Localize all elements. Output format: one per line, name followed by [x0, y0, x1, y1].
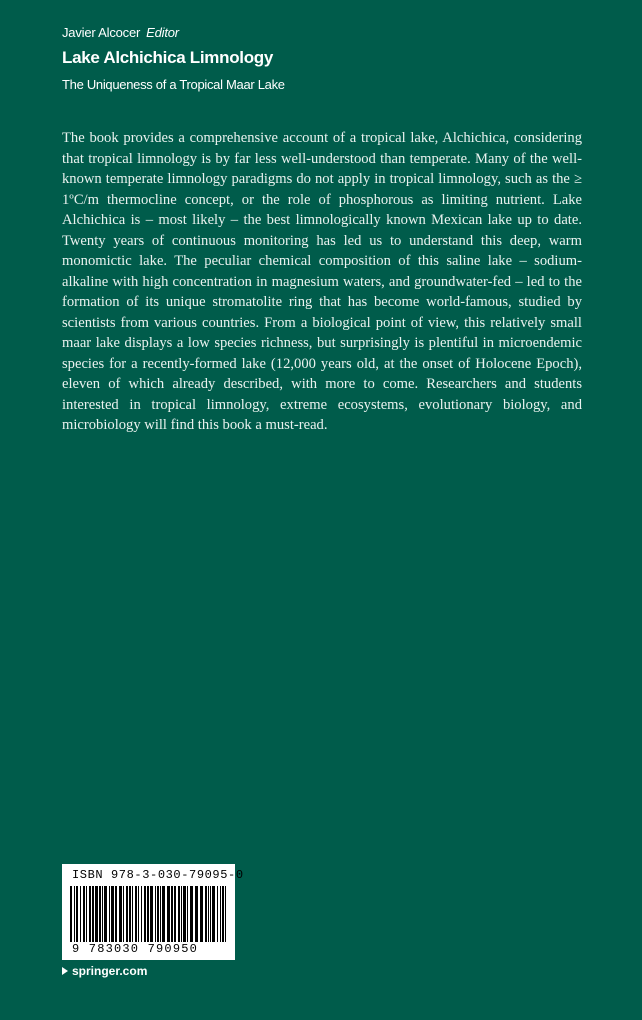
publisher-link[interactable]: [62, 964, 147, 978]
barcode-bar: [144, 886, 146, 942]
editor-role: Editor: [146, 25, 179, 40]
barcode-bar: [162, 886, 165, 942]
barcode-digits: 9 783030 790950: [72, 942, 199, 956]
barcode-bar: [126, 886, 128, 942]
barcode-bar: [220, 886, 221, 942]
barcode-bar: [95, 886, 98, 942]
barcode-bar: [83, 886, 85, 942]
barcode-bar: [147, 886, 149, 942]
book-subtitle: The Uniqueness of a Tropical Maar Lake: [62, 77, 285, 92]
barcode-bar: [171, 886, 173, 942]
book-title: Lake Alchichica Limnology: [62, 48, 274, 67]
barcode-bar: [200, 886, 203, 942]
barcode-bar: [178, 886, 180, 942]
barcode-bar: [74, 886, 75, 942]
barcode-bar: [160, 886, 161, 942]
barcode-bar: [150, 886, 153, 942]
barcode-bar: [80, 886, 81, 942]
barcode-bar: [225, 886, 226, 942]
barcode-bar: [70, 886, 72, 942]
barcode-bar: [132, 886, 133, 942]
editor-name: Javier Alcocer: [62, 25, 141, 40]
arrow-icon: [62, 967, 68, 975]
barcode-bar: [181, 886, 182, 942]
barcode-bar: [183, 886, 186, 942]
barcode-bar: [135, 886, 137, 942]
barcode-bar: [92, 886, 94, 942]
barcode-bar: [190, 886, 193, 942]
barcode-bar: [129, 886, 131, 942]
barcode-bar: [210, 886, 211, 942]
barcode-bar: [115, 886, 117, 942]
isbn-barcode: [62, 864, 244, 960]
barcode-bar: [76, 886, 78, 942]
publisher-url[interactable]: springer.com: [72, 964, 148, 978]
barcode-bar: [157, 886, 159, 942]
barcode-bar: [167, 886, 170, 942]
barcode-bar: [208, 886, 209, 942]
barcode-bar: [99, 886, 101, 942]
barcode-bar: [102, 886, 103, 942]
barcode-bar: [205, 886, 207, 942]
editor-line: [62, 25, 179, 40]
barcode-bar: [104, 886, 107, 942]
barcode-bar: [86, 886, 87, 942]
barcode-bar: [217, 886, 218, 942]
barcode-bar: [138, 886, 139, 942]
barcode-bar: [141, 886, 142, 942]
barcode-bar: [89, 886, 91, 942]
barcode-bar: [111, 886, 114, 942]
barcode-bar: [212, 886, 215, 942]
barcode-bar: [119, 886, 122, 942]
barcode-bar: [222, 886, 224, 942]
barcode-bar: [123, 886, 124, 942]
isbn-label: ISBN 978-3-030-79095-0: [72, 868, 244, 882]
barcode-bar: [187, 886, 188, 942]
barcode-bar: [109, 886, 110, 942]
barcode-bar: [155, 886, 156, 942]
barcode-bar: [174, 886, 176, 942]
book-description: The book provides a comprehensive account of a tropical lake, Alchichica, considering that tropical limnology is by far less well-understood than temperate. Many of the well-known temperate limnology paradigms do not apply in tropical limnology, such as the ≥ 1ºC/m thermocline concept, or the role of phosphorous as limiting nutrient. Lake Alchichica is – most likely – the best limnologically known Mexican lake up to date. Twenty years of continuous monitoring has led us to understand this deep, warm monomictic lake. The peculiar chemical composition of this saline lake – sodium-alkaline with high concentration in magnesium waters, and groundwater-fed – led to the formation of its unique stromatolite ring that has become world-famous, studied by scientists from various countries. From a biological point of view, this relatively small maar lake displays a low species richness, but surprisingly is plentiful in microendemic species for a recently-formed lake (12,000 years old, at the onset of Holocene Epoch), eleven of which already described, with more to come. Researchers and students interested in tropical limnology, extreme ecosystems, evolutionary biology, and microbiology will find this book a must-read.: [62, 130, 582, 433]
barcode-bar: [195, 886, 198, 942]
barcode-bars: [70, 886, 228, 942]
